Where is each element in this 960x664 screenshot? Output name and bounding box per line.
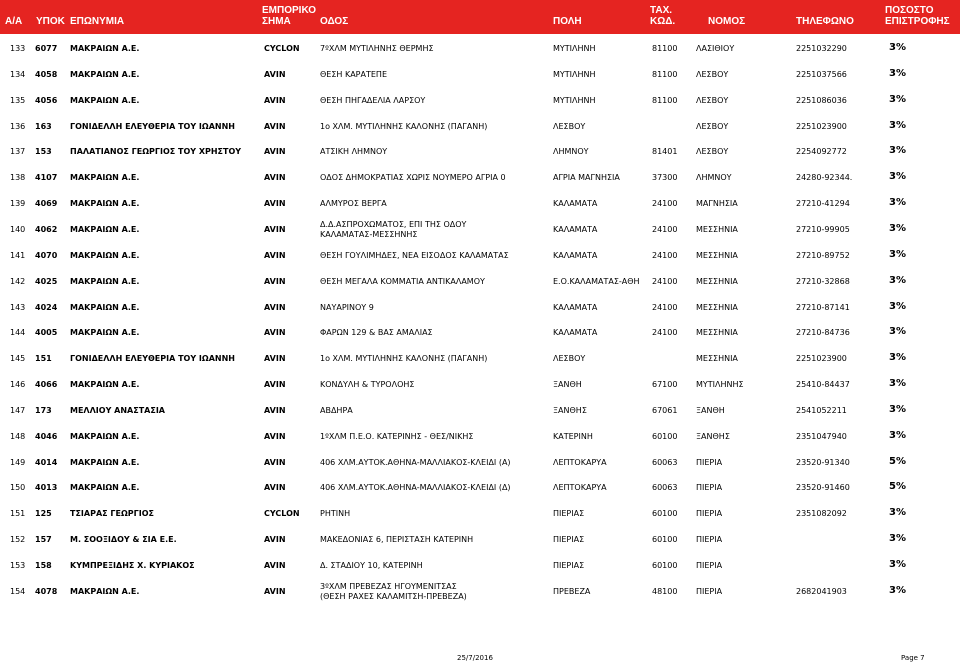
- cell-phone: 24280-92344.: [796, 173, 853, 183]
- cell-ypok: 4069: [35, 199, 58, 209]
- cell-name: ΚΥΜΠΡΕΞΙΔΗΣ Χ. ΚΥΡΙΑΚΟΣ: [70, 561, 195, 570]
- header-phone: ΤΗΛΕΦΩΝΟ: [796, 16, 854, 27]
- cell-prefecture: ΠΙΕΡΙΑ: [696, 457, 723, 467]
- cell-brand: AVIN: [264, 224, 286, 234]
- cell-city: ΛΕΠΤΟΚΑΡΥΑ: [553, 483, 607, 493]
- cell-ypok: 125: [35, 509, 52, 519]
- cell-street: ΝΑΥΑΡΙΝΟΥ 9: [320, 302, 374, 312]
- cell-street: 3ºΧΛΜ ΠΡΕΒΕΖΑΣ ΗΓΟΥΜΕΝΙΤΣΑΣ (ΘΕΣΗ ΡΑΧΕΣ ΚΑΛΑΜΙΤΣΗ-ΠΡΕΒΕΖΑ): [320, 581, 467, 601]
- cell-street: 1ο ΧΛΜ. ΜΥΤΙΛΗΝΗΣ ΚΑΛΟΝΗΣ (ΠΑΓΑΝΗ): [320, 354, 488, 364]
- cell-prefecture: ΛΗΜΝΟΥ: [696, 173, 732, 183]
- cell-city: ΛΕΣΒΟΥ: [553, 121, 586, 131]
- cell-street: ΑΛΜΥΡΟΣ ΒΕΡΓΑ: [320, 199, 387, 209]
- cell-ypok: 4070: [35, 250, 58, 260]
- cell-name: ΜΑΚΡΑΙΩΝ Α.Ε.: [70, 173, 140, 183]
- cell-ypok: 4005: [35, 328, 58, 338]
- cell-name: ΜΑΚΡΑΙΩΝ Α.Ε.: [70, 380, 140, 390]
- cell-name: ΜΑΚΡΑΙΩΝ Α.Ε.: [70, 586, 140, 596]
- cell-prefecture: ΜΕΣΣΗΝΙΑ: [696, 276, 738, 286]
- cell-phone: 2541052211: [796, 405, 847, 415]
- cell-brand: AVIN: [264, 173, 286, 183]
- cell-prefecture: ΜΕΣΣΗΝΙΑ: [696, 250, 738, 260]
- cell-street: ΟΔΟΣ ΔΗΜΟΚΡΑΤΙΑΣ ΧΩΡΙΣ ΝΟΥΜΕΡΟ ΑΓΡΙΑ 0: [320, 173, 506, 183]
- cell-city: ΛΕΠΤΟΚΑΡΥΑ: [553, 457, 607, 467]
- table-row: [0, 502, 960, 528]
- cell-zip: 37300: [652, 173, 678, 183]
- cell-zip: 24100: [652, 224, 678, 234]
- cell-zip: 60100: [652, 561, 678, 570]
- header-return: ΠΟΣΟΣΤΟ ΕΠΙΣΤΡΟΦΗΣ: [885, 5, 950, 27]
- cell-aa: 135: [10, 95, 26, 105]
- cell-name: ΜΑΚΡΑΙΩΝ Α.Ε.: [70, 69, 140, 79]
- cell-phone: 23520-91340: [796, 457, 850, 467]
- cell-aa: 146: [10, 380, 26, 390]
- cell-street: ΑΤΣΙΚΗ ΛΗΜΝΟΥ: [320, 147, 388, 157]
- header-ypok: ΥΠΟΚ: [36, 16, 65, 27]
- cell-prefecture: ΜΑΓΝΗΣΙΑ: [696, 199, 738, 209]
- cell-prefecture: ΞΑΝΘΗΣ: [696, 431, 730, 441]
- cell-pct: 3%: [889, 274, 906, 286]
- cell-ypok: 4046: [35, 431, 58, 441]
- cell-prefecture: ΛΕΣΒΟΥ: [696, 147, 729, 157]
- cell-city: ΞΑΝΘΗΣ: [553, 405, 587, 415]
- cell-street: 1ºΧΛΜ Π.Ε.Ο. ΚΑΤΕΡΙΝΗΣ - ΘΕΣ/ΝΙΚΗΣ: [320, 431, 474, 441]
- cell-ypok: 4058: [35, 69, 58, 79]
- cell-brand: CYCLON: [264, 509, 300, 519]
- cell-prefecture: ΠΙΕΡΙΑ: [696, 509, 723, 519]
- cell-street: 1ο ΧΛΜ. ΜΥΤΙΛΗΝΗΣ ΚΑΛΟΝΗΣ (ΠΑΓΑΝΗ): [320, 121, 488, 131]
- cell-pct: 3%: [889, 507, 906, 519]
- table-row: [0, 192, 960, 218]
- cell-brand: AVIN: [264, 380, 286, 390]
- cell-ypok: 4066: [35, 380, 58, 390]
- header-name: ΕΠΩΝΥΜΙΑ: [70, 16, 125, 27]
- cell-pct: 3%: [889, 429, 906, 441]
- cell-brand: AVIN: [264, 250, 286, 260]
- cell-pct: 3%: [889, 403, 906, 415]
- table-row: [0, 347, 960, 373]
- cell-brand: AVIN: [264, 302, 286, 312]
- cell-ypok: 157: [35, 535, 52, 545]
- cell-phone: 27210-87141: [796, 302, 850, 312]
- cell-prefecture: ΛΕΣΒΟΥ: [696, 69, 729, 79]
- table-row: [0, 580, 960, 606]
- cell-zip: 81100: [652, 95, 678, 105]
- cell-brand: AVIN: [264, 483, 286, 493]
- cell-pct: 5%: [889, 481, 906, 493]
- cell-phone: 27210-99905: [796, 224, 850, 234]
- cell-name: ΜΑΚΡΑΙΩΝ Α.Ε.: [70, 328, 140, 338]
- table-row: [0, 89, 960, 115]
- cell-city: ΚΑΛΑΜΑΤΑ: [553, 250, 598, 260]
- cell-ypok: 4024: [35, 302, 58, 312]
- cell-name: ΜΑΚΡΑΙΩΝ Α.Ε.: [70, 483, 140, 493]
- cell-street: 7ºΧΛΜ ΜΥΤΙΛΗΝΗΣ ΘΕΡΜΗΣ: [320, 44, 434, 53]
- cell-zip: 81100: [652, 69, 678, 79]
- cell-zip: 48100: [652, 586, 678, 596]
- cell-pct: 3%: [889, 352, 906, 364]
- cell-ypok: 173: [35, 405, 52, 415]
- cell-street: Δ.Δ.ΑΣΠΡΟΧΩΜΑΤΟΣ, ΕΠΙ ΤΗΣ ΟΔΟΥ ΚΑΛΑΜΑΤΑΣ-ΜΕΣΣΗΝΗΣ: [320, 219, 467, 239]
- cell-brand: AVIN: [264, 121, 286, 131]
- cell-city: ΚΑΛΑΜΑΤΑ: [553, 302, 598, 312]
- table-row: [0, 166, 960, 192]
- cell-city: ΚΑΤΕΡΙΝΗ: [553, 431, 593, 441]
- cell-aa: 148: [10, 431, 26, 441]
- cell-name: ΜΑΚΡΑΙΩΝ Α.Ε.: [70, 95, 140, 105]
- cell-aa: 152: [10, 535, 26, 545]
- cell-pct: 3%: [889, 584, 906, 596]
- cell-phone: 25410-84437: [796, 380, 850, 390]
- table-row: [0, 63, 960, 89]
- cell-street: ΑΒΔΗΡΑ: [320, 405, 353, 415]
- header-street: ΟΔΟΣ: [320, 16, 349, 27]
- cell-pct: 3%: [889, 222, 906, 234]
- cell-zip: 60100: [652, 431, 678, 441]
- cell-pct: 3%: [889, 42, 906, 53]
- table-row: [0, 270, 960, 296]
- cell-phone: 2251023900: [796, 121, 847, 131]
- cell-street: ΡΗΤΙΝΗ: [320, 509, 351, 519]
- cell-pct: 3%: [889, 119, 906, 131]
- table-row: [0, 244, 960, 270]
- table-row: [0, 37, 960, 63]
- cell-ypok: 4014: [35, 457, 58, 467]
- table-row: [0, 115, 960, 141]
- cell-city: ΠΡΕΒΕΖΑ: [553, 586, 591, 596]
- cell-pct: 3%: [889, 67, 906, 79]
- cell-brand: AVIN: [264, 276, 286, 286]
- cell-name: Μ. ΣΟΟΞΙΔΟΥ & ΣΙΑ Ε.Ε.: [70, 535, 177, 545]
- cell-brand: AVIN: [264, 431, 286, 441]
- cell-aa: 150: [10, 483, 26, 493]
- cell-brand: AVIN: [264, 405, 286, 415]
- cell-ypok: 4025: [35, 276, 58, 286]
- cell-street: ΘΕΣΗ ΚΑΡΑΤΕΠΕ: [320, 69, 387, 79]
- cell-prefecture: ΜΕΣΣΗΝΙΑ: [696, 302, 738, 312]
- cell-prefecture: ΛΕΣΒΟΥ: [696, 95, 729, 105]
- cell-phone: 2682041903: [796, 586, 847, 596]
- cell-pct: 5%: [889, 455, 906, 467]
- cell-pct: 3%: [889, 248, 906, 260]
- cell-prefecture: ΜΕΣΣΗΝΙΑ: [696, 224, 738, 234]
- cell-pct: 3%: [889, 145, 906, 157]
- cell-phone: 2351082092: [796, 509, 847, 519]
- cell-street: ΦΑΡΩΝ 129 & ΒΑΣ ΑΜΑΛΙΑΣ: [320, 328, 433, 338]
- cell-name: ΓΟΝΙΔΕΛΛΗ ΕΛΕΥΘΕΡΙΑ ΤΟΥ ΙΩΑΝΝΗ: [70, 121, 235, 131]
- cell-brand: AVIN: [264, 69, 286, 79]
- cell-brand: AVIN: [264, 457, 286, 467]
- cell-ypok: 4056: [35, 95, 58, 105]
- cell-aa: 139: [10, 199, 26, 209]
- cell-phone: 2351047940: [796, 431, 847, 441]
- cell-pct: 3%: [889, 559, 906, 570]
- cell-pct: 3%: [889, 93, 906, 105]
- table-row: [0, 296, 960, 322]
- cell-ypok: 4013: [35, 483, 58, 493]
- cell-name: ΜΕΛΛΙΟΥ ΑΝΑΣΤΑΣΙΑ: [70, 405, 165, 415]
- cell-city: ΠΙΕΡΙΑΣ: [553, 561, 585, 570]
- cell-phone: 23520-91460: [796, 483, 850, 493]
- cell-city: ΑΓΡΙΑ ΜΑΓΝΗΣΙΑ: [553, 173, 620, 183]
- cell-phone: 27210-89752: [796, 250, 850, 260]
- cell-aa: 147: [10, 405, 26, 415]
- cell-name: ΜΑΚΡΑΙΩΝ Α.Ε.: [70, 457, 140, 467]
- cell-ypok: 4062: [35, 224, 58, 234]
- cell-aa: 141: [10, 250, 26, 260]
- cell-ypok: 6077: [35, 44, 58, 53]
- footer-date: 25/7/2016: [457, 654, 493, 662]
- cell-aa: 154: [10, 586, 26, 596]
- header-brand: ΕΜΠΟΡΙΚΟ ΣΗΜΑ: [262, 5, 316, 27]
- cell-street: Δ. ΣΤΑΔΙΟΥ 10, ΚΑΤΕΡΙΝΗ: [320, 561, 423, 570]
- cell-zip: 67100: [652, 380, 678, 390]
- table-row: [0, 218, 960, 244]
- header-zip: ΤΑΧ. ΚΩΔ.: [650, 5, 676, 27]
- table-row: [0, 373, 960, 399]
- cell-pct: 3%: [889, 197, 906, 209]
- cell-city: Ε.Ο.ΚΑΛΑΜΑΤΑΣ-ΑΘΗ: [553, 276, 640, 286]
- cell-ypok: 151: [35, 354, 52, 364]
- cell-aa: 138: [10, 173, 26, 183]
- cell-phone: 2251037566: [796, 69, 847, 79]
- cell-phone: 2251086036: [796, 95, 847, 105]
- cell-zip: 60100: [652, 535, 678, 545]
- cell-city: ΜΥΤΙΛΗΝΗ: [553, 95, 596, 105]
- table-row: [0, 425, 960, 451]
- cell-prefecture: ΜΥΤΙΛΗΝΗΣ: [696, 380, 744, 390]
- cell-prefecture: ΛΕΣΒΟΥ: [696, 121, 729, 131]
- cell-zip: 81100: [652, 44, 678, 53]
- cell-name: ΜΑΚΡΑΙΩΝ Α.Ε.: [70, 302, 140, 312]
- header-city: ΠΟΛΗ: [553, 16, 582, 27]
- cell-zip: 60063: [652, 457, 678, 467]
- cell-pct: 3%: [889, 326, 906, 338]
- cell-name: ΜΑΚΡΑΙΩΝ Α.Ε.: [70, 250, 140, 260]
- cell-ypok: 158: [35, 561, 52, 570]
- cell-aa: 134: [10, 69, 26, 79]
- cell-brand: AVIN: [264, 147, 286, 157]
- table-row: [0, 140, 960, 166]
- table-header: [0, 0, 960, 34]
- cell-brand: AVIN: [264, 561, 286, 570]
- table-row: [0, 399, 960, 425]
- cell-street: ΚΟΝΔΥΛΗ & ΤΥΡΟΛΟΗΣ: [320, 380, 415, 390]
- cell-aa: 153: [10, 561, 26, 570]
- cell-ypok: 4107: [35, 173, 58, 183]
- cell-name: ΓΟΝΙΔΕΛΛΗ ΕΛΕΥΘΕΡΙΑ ΤΟΥ ΙΩΑΝΝΗ: [70, 354, 235, 364]
- cell-street: 406 ΧΛΜ.ΑΥΤΟΚ.ΑΘΗΝΑ-ΜΑΛΛΙΑΚΟΣ-ΚΛΕΙΔΙ (Α): [320, 457, 511, 467]
- cell-prefecture: ΛΑΣΙΘΙΟΥ: [696, 44, 735, 53]
- cell-aa: 149: [10, 457, 26, 467]
- cell-prefecture: ΠΙΕΡΙΑ: [696, 586, 723, 596]
- cell-name: ΠΑΛΑΤΙΑΝΟΣ ΓΕΩΡΓΙΟΣ ΤΟΥ ΧΡΗΣΤΟΥ: [70, 147, 242, 157]
- cell-zip: 24100: [652, 276, 678, 286]
- cell-city: ΛΕΣΒΟΥ: [553, 354, 586, 364]
- cell-aa: 137: [10, 147, 26, 157]
- cell-city: ΚΑΛΑΜΑΤΑ: [553, 328, 598, 338]
- cell-city: ΜΥΤΙΛΗΝΗ: [553, 69, 596, 79]
- cell-prefecture: ΠΙΕΡΙΑ: [696, 535, 723, 545]
- cell-street: ΜΑΚΕΔΟΝΙΑΣ 6, ΠΕΡΙΣΤΑΣΗ ΚΑΤΕΡΙΝΗ: [320, 535, 474, 545]
- cell-brand: AVIN: [264, 535, 286, 545]
- cell-phone: 2251023900: [796, 354, 847, 364]
- cell-name: ΜΑΚΡΑΙΩΝ Α.Ε.: [70, 224, 140, 234]
- cell-brand: CYCLON: [264, 44, 300, 53]
- cell-name: ΤΣΙΑΡΑΣ ΓΕΩΡΓΙΟΣ: [70, 509, 154, 519]
- cell-prefecture: ΠΙΕΡΙΑ: [696, 561, 723, 570]
- cell-aa: 151: [10, 509, 26, 519]
- cell-name: ΜΑΚΡΑΙΩΝ Α.Ε.: [70, 431, 140, 441]
- cell-city: ΜΥΤΙΛΗΝΗ: [553, 44, 596, 53]
- table-row: [0, 321, 960, 347]
- cell-phone: 2254092772: [796, 147, 847, 157]
- cell-zip: 81401: [652, 147, 678, 157]
- cell-phone: 27210-84736: [796, 328, 850, 338]
- cell-aa: 140: [10, 224, 26, 234]
- cell-pct: 3%: [889, 378, 906, 390]
- cell-brand: AVIN: [264, 328, 286, 338]
- cell-name: ΜΑΚΡΑΙΩΝ Α.Ε.: [70, 199, 140, 209]
- cell-zip: 24100: [652, 250, 678, 260]
- cell-brand: AVIN: [264, 95, 286, 105]
- cell-prefecture: ΜΕΣΣΗΝΙΑ: [696, 328, 738, 338]
- table-row: [0, 476, 960, 502]
- cell-city: ΛΗΜΝΟΥ: [553, 147, 589, 157]
- cell-city: ΠΙΕΡΙΑΣ: [553, 509, 585, 519]
- cell-ypok: 163: [35, 121, 52, 131]
- cell-prefecture: ΞΑΝΘΗ: [696, 405, 725, 415]
- cell-street: 406 ΧΛΜ.ΑΥΤΟΚ.ΑΘΗΝΑ-ΜΑΛΛΙΑΚΟΣ-ΚΛΕΙΔΙ (Δ): [320, 483, 511, 493]
- cell-zip: 24100: [652, 302, 678, 312]
- table-row: [0, 554, 960, 580]
- footer-page: Page 7: [901, 654, 925, 662]
- cell-aa: 142: [10, 276, 26, 286]
- cell-aa: 144: [10, 328, 26, 338]
- cell-phone: 27210-41294: [796, 199, 850, 209]
- cell-zip: 24100: [652, 199, 678, 209]
- cell-zip: 60063: [652, 483, 678, 493]
- cell-pct: 3%: [889, 533, 906, 545]
- cell-zip: 24100: [652, 328, 678, 338]
- table-row: [0, 451, 960, 477]
- cell-zip: 67061: [652, 405, 678, 415]
- cell-phone: 27210-32868: [796, 276, 850, 286]
- cell-prefecture: ΠΙΕΡΙΑ: [696, 483, 723, 493]
- table-row: [0, 528, 960, 554]
- header-prefecture: ΝΟΜΟΣ: [708, 16, 746, 27]
- cell-city: ΚΑΛΑΜΑΤΑ: [553, 199, 598, 209]
- cell-aa: 133: [10, 44, 26, 53]
- cell-street: ΘΕΣΗ ΠΗΓΑΔΕΛΙΑ ΛΑΡΣΟΥ: [320, 95, 426, 105]
- cell-brand: AVIN: [264, 199, 286, 209]
- cell-brand: AVIN: [264, 354, 286, 364]
- cell-aa: 143: [10, 302, 26, 312]
- cell-city: ΠΙΕΡΙΑΣ: [553, 535, 585, 545]
- cell-street: ΘΕΣΗ ΓΟΥΛΙΜΗΔΕΣ, ΝΕΑ ΕΙΣΟΔΟΣ ΚΑΛΑΜΑΤΑΣ: [320, 250, 509, 260]
- cell-pct: 3%: [889, 300, 906, 312]
- cell-aa: 136: [10, 121, 26, 131]
- header-aa: Α/Α: [5, 16, 23, 27]
- cell-ypok: 153: [35, 147, 52, 157]
- cell-city: ΞΑΝΘΗ: [553, 380, 582, 390]
- cell-brand: AVIN: [264, 586, 286, 596]
- cell-ypok: 4078: [35, 586, 58, 596]
- cell-pct: 3%: [889, 171, 906, 183]
- cell-street: ΘΕΣΗ ΜΕΓΑΛΑ ΚΟΜΜΑΤΙΑ ΑΝΤΙΚΑΛΑΜΟΥ: [320, 276, 485, 286]
- cell-name: ΜΑΚΡΑΙΩΝ Α.Ε.: [70, 276, 140, 286]
- cell-city: ΚΑΛΑΜΑΤΑ: [553, 224, 598, 234]
- cell-zip: 60100: [652, 509, 678, 519]
- cell-name: ΜΑΚΡΑΙΩΝ Α.Ε.: [70, 44, 140, 53]
- cell-aa: 145: [10, 354, 26, 364]
- cell-phone: 2251032290: [796, 44, 847, 53]
- cell-prefecture: ΜΕΣΣΗΝΙΑ: [696, 354, 738, 364]
